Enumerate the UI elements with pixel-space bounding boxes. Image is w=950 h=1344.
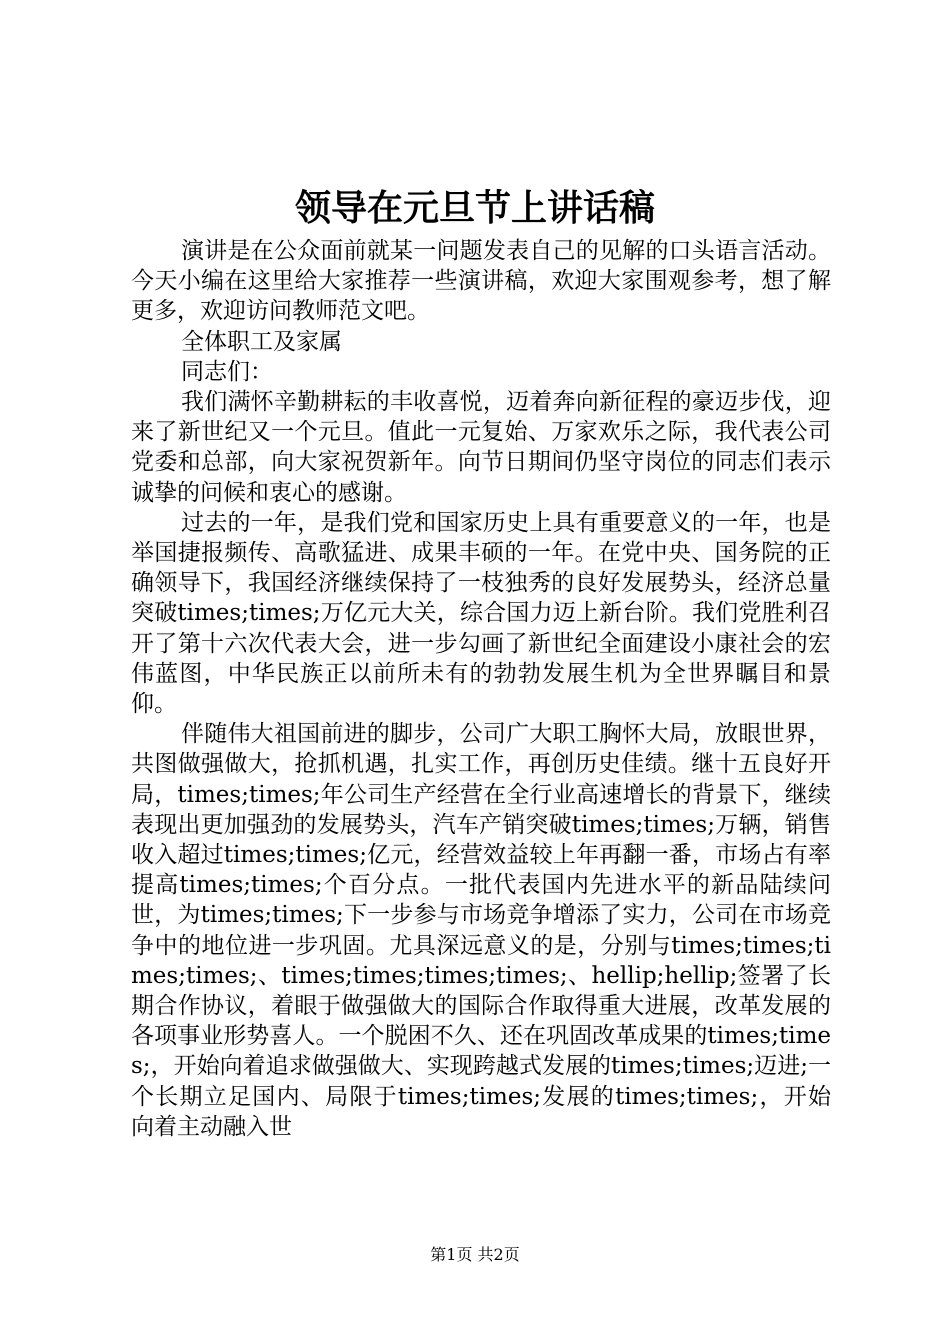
paragraph-salutation-comrades: 同志们： bbox=[181, 358, 273, 385]
paragraph-company-achievements: 伴随伟大祖国前进的脚步，公司广大职工胸怀大局，放眼世界，共图做强做大，抢抓机遇，扎实工作，再创历史佳绩。继十五良好开局，times;times;年公司生产经营在全行业高速增长的背景下，继续表现出更加强劲的发展势头，汽车产销突破times;times;万辆，销售收入超过times;times;亿元，经营效益较上年再翻一番，市场占有率提高times;times;个百分点。一批代表国内先进水平的新品陆续问世，为times;times;下一步参与市场竞争增添了实力，公司在市场竞争中的地位进一步巩固。尤具深远意义的是，分别与times;times;times;times;、times;times;times;times;、hellip;hellip;签署了长期合作协议，着眼于做强做大的国际合作取得重大进展，改革发展的各项事业形势喜人。一个脱困不久、还在巩固改革成果的times;times;，开始向着追求做强做大、实现跨越式发展的times;times;迈进;一个长期立足国内、局限于times;times;发展的times;times;，开始向着主动融入世 bbox=[131, 721, 831, 1140]
document-body bbox=[131, 236, 831, 1142]
page-number-footer: 第1页 共2页 bbox=[430, 1245, 520, 1264]
paragraph-new-year-greeting: 我们满怀辛勤耕耘的丰收喜悦，迈着奔向新征程的豪迈步伐，迎来了新世纪又一个元旦。值此一元复始、万家欢乐之际，我代表公司党委和总部，向大家祝贺新年。向节日期间仍坚守岗位的同志们表示诚挚的问候和衷心的感谢。 bbox=[131, 389, 831, 506]
document-title: 领导在元旦节上讲话稿 bbox=[294, 187, 655, 229]
paragraph-past-year: 过去的一年，是我们党和国家历史上具有重要意义的一年，也是举国捷报频传、高歌猛进、成果丰硕的一年。在党中央、国务院的正确领导下，我国经济继续保持了一枝独秀的良好发展势头，经济总量突破times;times;万亿元大关，综合国力迈上新台阶。我们党胜利召开了第十六次代表大会，进一步勾画了新世纪全面建设小康社会的宏伟蓝图，中华民族正以前所未有的勃勃发展生机为全世界瞩目和景仰。 bbox=[131, 509, 831, 718]
paragraph-salutation-audience: 全体职工及家属 bbox=[181, 328, 342, 355]
paragraph-intro: 演讲是在公众面前就某一问题发表自己的见解的口头语言活动。今天小编在这里给大家推荐一些演讲稿，欢迎大家围观参考，想了解更多，欢迎访问教师范文吧。 bbox=[131, 238, 831, 325]
